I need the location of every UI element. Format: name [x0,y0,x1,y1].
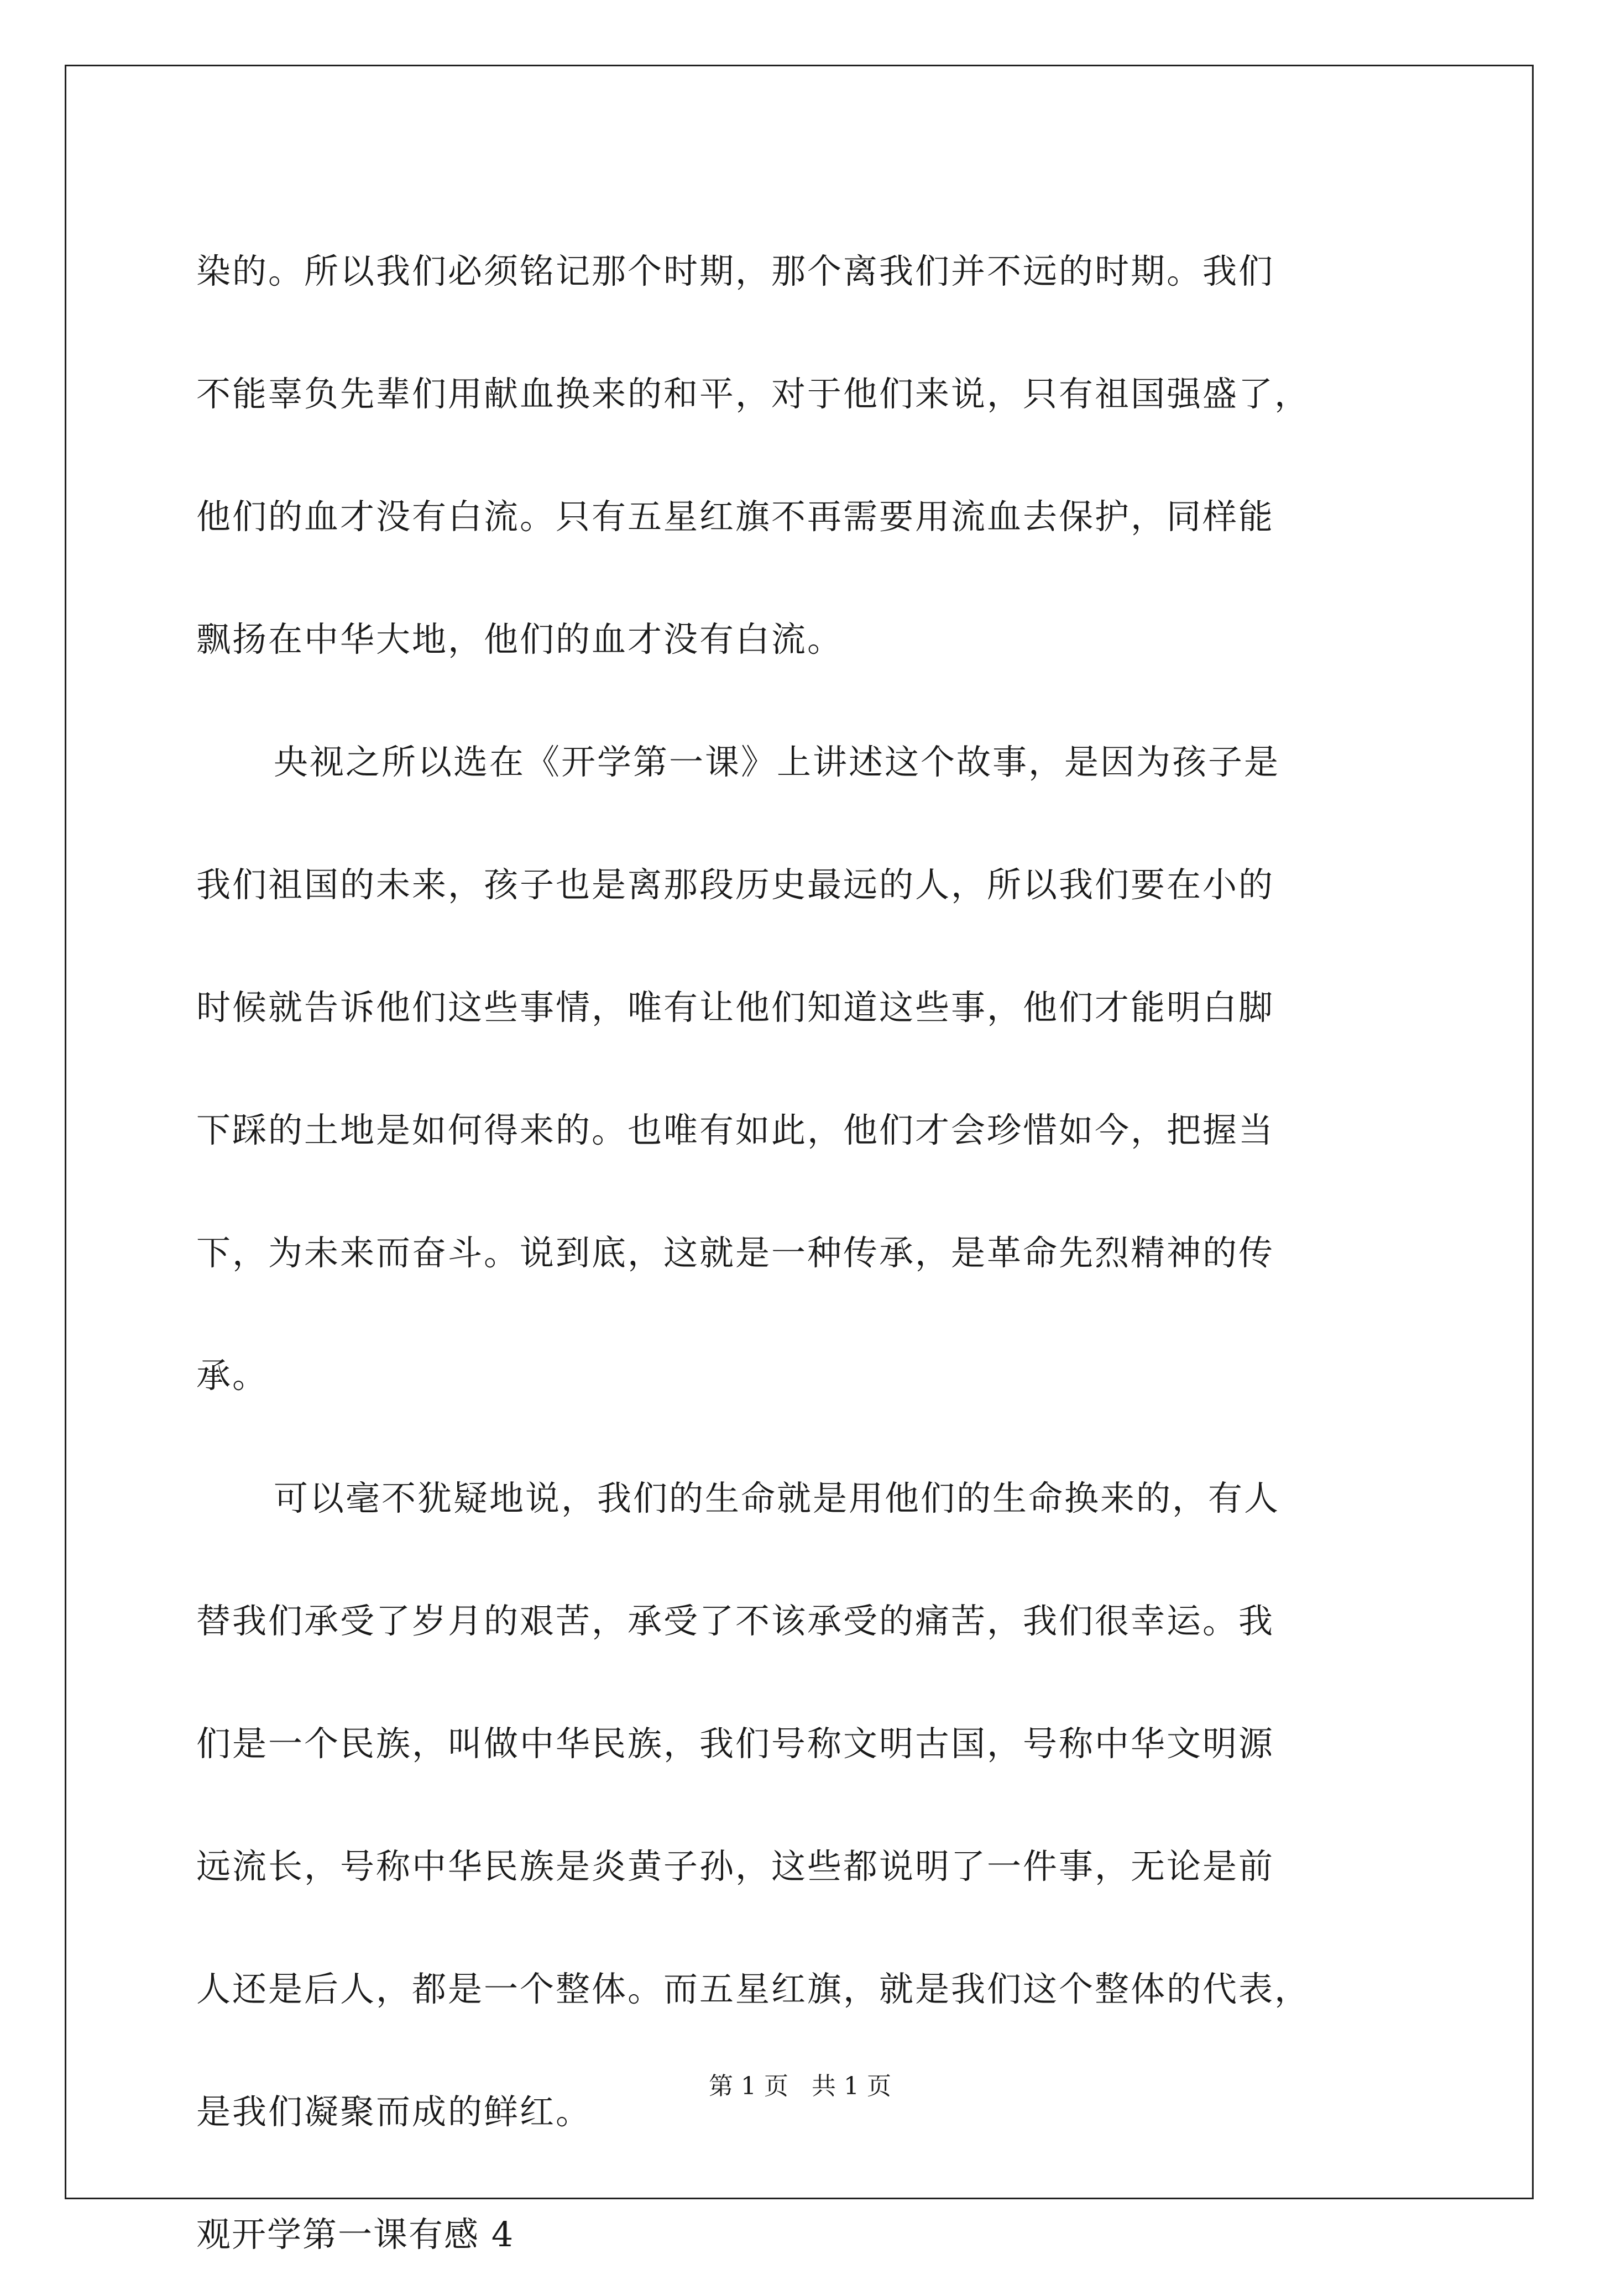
document-body [196,210,1429,2296]
text-line: 替我们承受了岁月的艰苦，承受了不该承受的痛苦，我们很幸运。我 [196,1601,1275,1641]
text-line: 不能辜负先辈们用献血换来的和平，对于他们来说，只有祖国强盛了， [196,374,1311,414]
text-line: 是我们凝聚而成的鲜红。 [196,2091,592,2132]
paragraph [196,1437,1429,2173]
text-line: 飘扬在中华大地，他们的血才没有白流。 [196,619,844,659]
text-line: 下踩的土地是如何得来的。也唯有如此，他们才会珍惜如今，把握当 [196,1110,1275,1150]
text-line: 下，为未来而奋斗。说到底，这就是一种传承，是革命先烈精神的传 [196,1233,1275,1273]
page-footer [0,2070,1600,2103]
text-line: 央视之所以选在《开学第一课》上讲述这个故事，是因为孩子是 [274,742,1280,782]
text-line: 他们的血才没有白流。只有五星红旗不再需要用流血去保护，同样能 [196,496,1275,537]
text-line: 染的。所以我们必须铭记那个时期，那个离我们并不远的时期。我们 [196,251,1275,291]
text-line: 可以毫不犹疑地说，我们的生命就是用他们的生命换来的，有人 [274,1478,1280,1518]
text-line: 们是一个民族，叫做中华民族，我们号称文明古国，号称中华文明源 [196,1723,1275,1764]
text-line: 人还是后人，都是一个整体。而五星红旗，就是我们这个整体的代表， [196,1969,1311,2009]
page-number-total: 共 1 页 [812,2072,891,2100]
paragraph [196,210,1429,701]
text-line: 承。 [196,1355,269,1396]
paragraph [196,701,1429,1437]
text-line: 我们祖国的未来，孩子也是离那段历史最远的人，所以我们要在小的 [196,864,1275,905]
section-heading: 观开学第一课有感 4 [196,2214,515,2255]
text-line: 远流长，号称中华民族是炎黄子孙，这些都说明了一件事，无论是前 [196,1846,1275,1886]
text-line: 时候就告诉他们这些事情，唯有让他们知道这些事，他们才能明白脚 [196,987,1275,1028]
page-number-current: 第 1 页 [709,2072,788,2100]
